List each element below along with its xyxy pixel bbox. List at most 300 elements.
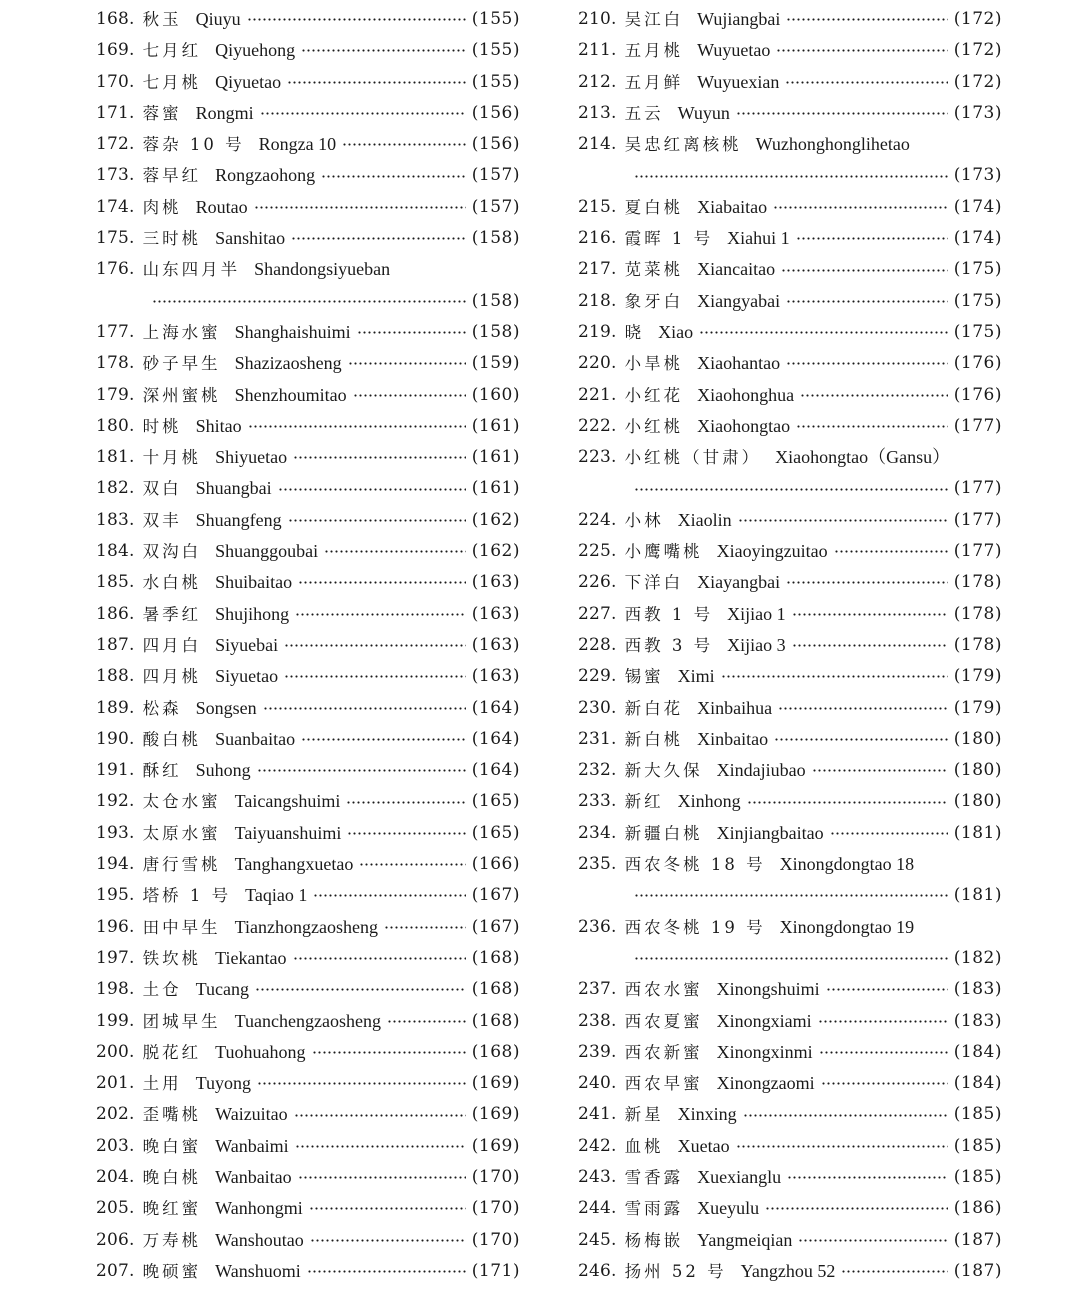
entry-number: 204. (96, 1166, 135, 1187)
index-entry (96, 505, 520, 536)
entry-number: 173. (96, 165, 135, 186)
entry-chinese-name: 雪雨露 (624, 1199, 684, 1219)
entry-number: 171. (96, 102, 135, 123)
entry-chinese-name: 夏白桃 (624, 197, 684, 217)
entry-pinyin-name: Shazizaosheng (234, 353, 342, 374)
entry-page-number: (175) (953, 321, 1002, 342)
entry-number: 215. (578, 196, 617, 217)
entry-pinyin-name: Siyuebai (215, 634, 279, 655)
entry-pinyin-name: Xiayangbai (697, 572, 781, 593)
entry-chinese-name: 西农夏蜜 (624, 1011, 703, 1031)
entry-chinese-name: 蓉杂 10 号 (142, 135, 245, 155)
entry-pinyin-name: Xinongzaomi (716, 1073, 815, 1094)
dot-leader (773, 206, 948, 209)
entry-number: 232. (578, 760, 617, 781)
entry-pinyin-name: Shitao (195, 415, 242, 436)
entry-pinyin-name: Xiancaitao (697, 259, 776, 280)
dot-leader (834, 550, 948, 553)
dot-leader (257, 769, 466, 772)
dot-leader (796, 237, 948, 240)
dot-leader (284, 644, 466, 647)
dot-leader (747, 801, 948, 804)
entry-chinese-name: 吴江白 (624, 10, 684, 29)
entry-chinese-name: 三时桃 (142, 229, 202, 249)
entry-page-number: (160) (471, 384, 520, 405)
entry-number: 198. (96, 979, 135, 1000)
index-entry (96, 129, 520, 160)
entry-page-number: (168) (471, 979, 520, 1000)
entry-number: 237. (578, 979, 617, 1000)
dot-leader (821, 1082, 948, 1085)
entry-page-number: (180) (953, 728, 1002, 749)
dot-leader (738, 519, 948, 522)
entry-number: 197. (96, 947, 135, 968)
entry-chinese-name: 土用 (142, 1074, 182, 1094)
entry-pinyin-name: Xinongdongtao 18 (779, 854, 915, 875)
entry-page-number: (185) (953, 1104, 1002, 1125)
dot-leader (348, 362, 466, 365)
entry-number: 221. (578, 384, 617, 405)
entry-page-number: (177) (953, 541, 1002, 562)
index-entry (96, 348, 520, 379)
index-entry-continuation (578, 880, 1002, 911)
entry-number: 205. (96, 1198, 135, 1219)
index-entry (578, 1225, 1002, 1256)
index-entry (96, 1225, 520, 1256)
entry-chinese-name: 酥红 (142, 761, 182, 781)
entry-chinese-name: 苋菜桃 (624, 260, 684, 280)
entry-chinese-name: 晚硕蜜 (142, 1261, 202, 1281)
entry-chinese-name: 五月桃 (624, 41, 684, 61)
index-entry (578, 630, 1002, 661)
index-entry (96, 536, 520, 567)
entry-chinese-name: 团城早生 (142, 1011, 221, 1031)
index-entry (578, 67, 1002, 98)
dot-leader (257, 1082, 466, 1085)
entry-page-number: (178) (953, 603, 1002, 624)
dot-leader (287, 81, 466, 84)
index-entry (578, 254, 1002, 285)
entry-pinyin-name: Xinhong (677, 791, 741, 812)
dot-leader (387, 1020, 466, 1023)
entry-pinyin-name: Xuetao (677, 1135, 730, 1156)
entry-page-number: (184) (953, 1073, 1002, 1094)
entry-pinyin-name: Waizuitao (215, 1104, 288, 1125)
entry-number: 207. (96, 1260, 135, 1281)
dot-leader (301, 49, 466, 52)
dot-leader (818, 1020, 948, 1023)
entry-page-number: (156) (471, 102, 520, 123)
index-entry (578, 4, 1002, 35)
entry-number: 242. (578, 1135, 617, 1156)
dot-leader (310, 1239, 466, 1242)
entry-page-number: (163) (471, 634, 520, 655)
entry-chinese-name: 晚红蜜 (142, 1199, 202, 1219)
index-entry (96, 786, 520, 817)
entry-number: 195. (96, 885, 135, 906)
entry-number: 184. (96, 541, 135, 562)
dot-leader (778, 707, 948, 710)
entry-page-number: (178) (953, 572, 1002, 593)
index-entry-continuation (578, 943, 1002, 974)
entry-page-number: (173) (953, 165, 1002, 186)
entry-page-number: (175) (953, 259, 1002, 280)
entry-number: 236. (578, 916, 617, 937)
dot-leader (634, 175, 948, 178)
entry-pinyin-name: Xiangyabai (697, 290, 781, 311)
index-entry (578, 1162, 1002, 1193)
dot-leader (294, 1114, 466, 1117)
entry-pinyin-name: Shuangbai (195, 478, 272, 499)
entry-page-number: (178) (953, 634, 1002, 655)
dot-leader (324, 550, 466, 553)
dot-leader (309, 1207, 466, 1210)
entry-page-number: (167) (471, 885, 520, 906)
entry-pinyin-name: Xijiao 3 (727, 634, 786, 655)
entry-page-number: (185) (953, 1166, 1002, 1187)
entry-pinyin-name: Routao (195, 196, 248, 217)
entry-page-number: (159) (471, 353, 520, 374)
entry-pinyin-name: Xijiao 1 (727, 603, 786, 624)
entry-number: 186. (96, 603, 135, 624)
entry-number: 220. (578, 353, 617, 374)
entry-pinyin-name: Xinbaihua (697, 697, 773, 718)
entry-number: 245. (578, 1229, 617, 1250)
index-entry (96, 912, 520, 943)
entry-page-number: (168) (471, 947, 520, 968)
entry-chinese-name: 吴忠红离核桃 (624, 135, 742, 155)
entry-chinese-name: 小林 (624, 510, 664, 530)
entry-number: 214. (578, 134, 617, 155)
dot-leader (743, 1114, 948, 1117)
entry-page-number: (158) (471, 228, 520, 249)
index-entry (578, 348, 1002, 379)
entry-page-number: (165) (471, 791, 520, 812)
entry-page-number: (162) (471, 541, 520, 562)
index-entry (578, 536, 1002, 567)
entry-chinese-name: 小红桃（甘肃） (624, 448, 762, 468)
dot-leader (260, 112, 466, 115)
entry-number: 217. (578, 259, 617, 280)
entry-page-number: (161) (471, 447, 520, 468)
entry-number: 202. (96, 1104, 135, 1125)
index-entry-continuation (96, 286, 520, 317)
entry-page-number: (180) (953, 791, 1002, 812)
index-entry (96, 1099, 520, 1130)
index-entry (96, 630, 520, 661)
index-entry (96, 473, 520, 504)
index-entry (578, 286, 1002, 317)
dot-leader (812, 769, 948, 772)
entry-number: 179. (96, 384, 135, 405)
entry-page-number: (163) (471, 603, 520, 624)
entry-pinyin-name: Xinongxiami (716, 1010, 812, 1031)
index-entry (96, 599, 520, 630)
entry-number: 210. (578, 9, 617, 29)
entry-number: 174. (96, 196, 135, 217)
index-entry (96, 380, 520, 411)
entry-page-number: (170) (471, 1229, 520, 1250)
entry-pinyin-name: Xinbaitao (697, 728, 769, 749)
entry-number: 212. (578, 71, 617, 92)
entry-chinese-name: 上海水蜜 (142, 322, 221, 342)
dot-leader (295, 1145, 466, 1148)
entry-chinese-name: 锡蜜 (624, 667, 664, 687)
dot-leader (785, 81, 947, 84)
entry-number: 170. (96, 71, 135, 92)
dot-leader (736, 112, 948, 115)
index-entry (96, 1037, 520, 1068)
entry-number: 206. (96, 1229, 135, 1250)
entry-pinyin-name: Xiaohantao (697, 353, 781, 374)
index-entry (578, 661, 1002, 692)
dot-leader (295, 613, 466, 616)
entry-chinese-name: 七月桃 (142, 72, 202, 92)
index-entry (578, 693, 1002, 724)
entry-chinese-name: 新白桃 (624, 729, 684, 749)
entry-chinese-name: 杨梅嵌 (624, 1230, 684, 1250)
entry-chinese-name: 新白花 (624, 698, 684, 718)
dot-leader (313, 894, 465, 897)
entry-page-number: (187) (953, 1229, 1002, 1250)
index-entry (578, 974, 1002, 1005)
entry-chinese-name: 十月桃 (142, 448, 202, 468)
entry-page-number: (166) (471, 854, 520, 875)
entry-page-number: (157) (471, 165, 520, 186)
entry-pinyin-name: Rongza 10 (258, 134, 337, 155)
index-entry (96, 317, 520, 348)
entry-pinyin-name: Shanghaishuimi (234, 321, 351, 342)
index-entry (578, 567, 1002, 598)
entry-chinese-name: 西农冬桃 18 号 (624, 855, 766, 875)
entry-chinese-name: 水白桃 (142, 573, 202, 593)
entry-pinyin-name: Suanbaitao (215, 728, 296, 749)
entry-pinyin-name: Tuyong (195, 1073, 252, 1094)
entry-chinese-name: 砂子早生 (142, 354, 221, 374)
entry-number: 175. (96, 228, 135, 249)
dot-leader (288, 519, 466, 522)
dot-leader (321, 175, 466, 178)
entry-chinese-name: 晓 (624, 322, 645, 342)
index-column-right (578, 4, 1002, 1287)
entry-number: 218. (578, 290, 617, 311)
entry-pinyin-name: Wanbaitao (215, 1166, 292, 1187)
entry-chinese-name: 小红花 (624, 385, 684, 405)
dot-leader (307, 1270, 466, 1273)
entry-number: 194. (96, 854, 135, 875)
entry-chinese-name: 五月鲜 (624, 72, 684, 92)
index-entry (96, 192, 520, 223)
entry-number: 238. (578, 1010, 617, 1031)
dot-leader (301, 738, 466, 741)
entry-chinese-name: 塔桥 1 号 (142, 886, 232, 906)
index-entry (578, 1193, 1002, 1224)
dot-leader (263, 707, 466, 710)
entry-chinese-name: 下洋白 (624, 573, 684, 593)
index-entry (96, 442, 520, 473)
entry-pinyin-name: Wuyun (677, 102, 730, 123)
entry-page-number: (175) (953, 290, 1002, 311)
index-entry (96, 1006, 520, 1037)
entry-pinyin-name: Suhong (195, 760, 251, 781)
entry-pinyin-name: Shuibaitao (215, 572, 293, 593)
entry-chinese-name: 铁坎桃 (142, 948, 202, 968)
entry-number: 182. (96, 478, 135, 499)
entry-page-number: (172) (953, 40, 1002, 61)
index-entry (578, 1256, 1002, 1287)
entry-number: 223. (578, 447, 617, 468)
dot-leader (776, 49, 947, 52)
entry-pinyin-name: Taiyuanshuimi (234, 822, 342, 843)
entry-number: 176. (96, 259, 135, 280)
entry-chinese-name: 小鹰嘴桃 (624, 542, 703, 562)
index-entry (96, 160, 520, 191)
entry-chinese-name: 西教 1 号 (624, 604, 714, 624)
entry-pinyin-name: Shuanggoubai (215, 541, 319, 562)
index-entry (578, 818, 1002, 849)
index-entry (578, 35, 1002, 66)
entry-page-number: (185) (953, 1135, 1002, 1156)
entry-pinyin-name: Xueyulu (697, 1198, 760, 1219)
entry-chinese-name: 西农早蜜 (624, 1074, 703, 1094)
entry-number: 234. (578, 822, 617, 843)
dot-leader (786, 18, 947, 21)
entry-pinyin-name: Wujiangbai (697, 9, 781, 29)
entry-chinese-name: 土仓 (142, 980, 182, 1000)
index-entry (96, 35, 520, 66)
entry-page-number: (169) (471, 1104, 520, 1125)
entry-page-number: (158) (471, 321, 520, 342)
dot-leader (819, 1051, 948, 1054)
index-entry (96, 567, 520, 598)
entry-page-number: (172) (953, 9, 1002, 29)
entry-number: 227. (578, 603, 617, 624)
entry-number: 191. (96, 760, 135, 781)
dot-leader (278, 488, 466, 491)
dot-leader (291, 237, 466, 240)
entry-chinese-name: 西教 3 号 (624, 635, 714, 655)
entry-number: 183. (96, 509, 135, 530)
index-entry (96, 818, 520, 849)
entry-page-number: (164) (471, 728, 520, 749)
entry-number: 178. (96, 353, 135, 374)
entry-pinyin-name: Songsen (195, 697, 257, 718)
entry-page-number: (164) (471, 697, 520, 718)
index-entry (96, 1131, 520, 1162)
entry-chinese-name: 雪香露 (624, 1167, 684, 1187)
entry-chinese-name: 田中早生 (142, 917, 221, 937)
dot-leader (830, 832, 948, 835)
entry-number: 230. (578, 697, 617, 718)
entry-page-number: (162) (471, 509, 520, 530)
entry-page-number: (170) (471, 1166, 520, 1187)
entry-chinese-name: 象牙白 (624, 291, 684, 311)
dot-leader (781, 269, 948, 272)
entry-chinese-name: 山东四月半 (142, 260, 241, 280)
index-entry (578, 786, 1002, 817)
entry-chinese-name: 晚白蜜 (142, 1136, 202, 1156)
dot-leader (798, 1239, 947, 1242)
entry-chinese-name: 西农新蜜 (624, 1042, 703, 1062)
entry-page-number: (180) (953, 760, 1002, 781)
entry-page-number: (171) (471, 1260, 520, 1281)
entry-chinese-name: 唐行雪桃 (142, 855, 221, 875)
dot-leader (346, 801, 465, 804)
entry-page-number: (161) (471, 478, 520, 499)
entry-page-number: (186) (953, 1198, 1002, 1219)
index-entry (96, 1193, 520, 1224)
entry-page-number: (179) (953, 697, 1002, 718)
entry-chinese-name: 时桃 (142, 416, 182, 436)
index-entry-continuation (578, 473, 1002, 504)
index-entry (96, 98, 520, 129)
index-entry (96, 67, 520, 98)
entry-pinyin-name: Wanbaimi (215, 1135, 289, 1156)
entry-chinese-name: 双白 (142, 479, 182, 499)
index-entry (96, 1068, 520, 1099)
entry-chinese-name: 西农冬桃 19 号 (624, 917, 766, 937)
entry-number: 216. (578, 228, 617, 249)
dot-leader (786, 362, 948, 365)
entry-number: 219. (578, 321, 617, 342)
dot-leader (347, 832, 465, 835)
entry-pinyin-name: Tianzhongzaosheng (234, 916, 378, 937)
entry-number: 177. (96, 321, 135, 342)
dot-leader (342, 143, 466, 146)
entry-number: 241. (578, 1104, 617, 1125)
dot-leader (786, 581, 948, 584)
index-entry (578, 505, 1002, 536)
entry-chinese-name: 晚白桃 (142, 1167, 202, 1187)
entry-chinese-name: 小旱桃 (624, 354, 684, 374)
entry-pinyin-name: Xiaoyingzuitao (716, 541, 828, 562)
entry-number: 172. (96, 134, 135, 155)
entry-pinyin-name: Wuyuexian (697, 71, 780, 92)
entry-number: 225. (578, 541, 617, 562)
entry-page-number: (169) (471, 1135, 520, 1156)
entry-number: 193. (96, 822, 135, 843)
entry-pinyin-name: Xinjiangbaitao (716, 822, 824, 843)
entry-pinyin-name: Xiaolin (677, 509, 732, 530)
entry-pinyin-name: Xinongxinmi (716, 1041, 813, 1062)
entry-chinese-name: 新星 (624, 1105, 664, 1125)
entry-chinese-name: 新红 (624, 792, 664, 812)
entry-page-number: (177) (953, 415, 1002, 436)
entry-pinyin-name: Sanshitao (215, 228, 286, 249)
entry-number: 189. (96, 697, 135, 718)
entry-pinyin-name: Tuanchengzaosheng (234, 1010, 381, 1031)
entry-pinyin-name: Xiaohongtao (697, 415, 791, 436)
dot-leader (384, 926, 466, 929)
entry-number: 226. (578, 572, 617, 593)
entry-pinyin-name: Ximi (677, 666, 715, 687)
dot-leader (357, 331, 466, 334)
dot-leader (247, 18, 466, 21)
index-entry (578, 1068, 1002, 1099)
entry-chinese-name: 歪嘴桃 (142, 1105, 202, 1125)
index-entry (96, 849, 520, 880)
entry-page-number: (181) (953, 822, 1002, 843)
dot-leader (293, 957, 466, 960)
index-entry (96, 661, 520, 692)
entry-pinyin-name: Shenzhoumitao (234, 384, 347, 405)
entry-chinese-name: 霞晖 1 号 (624, 229, 714, 249)
entry-pinyin-name: Siyuetao (215, 666, 279, 687)
entry-chinese-name: 四月白 (142, 635, 202, 655)
entry-page-number: (158) (471, 290, 520, 311)
dot-leader (254, 206, 466, 209)
entry-page-number: (176) (953, 353, 1002, 374)
